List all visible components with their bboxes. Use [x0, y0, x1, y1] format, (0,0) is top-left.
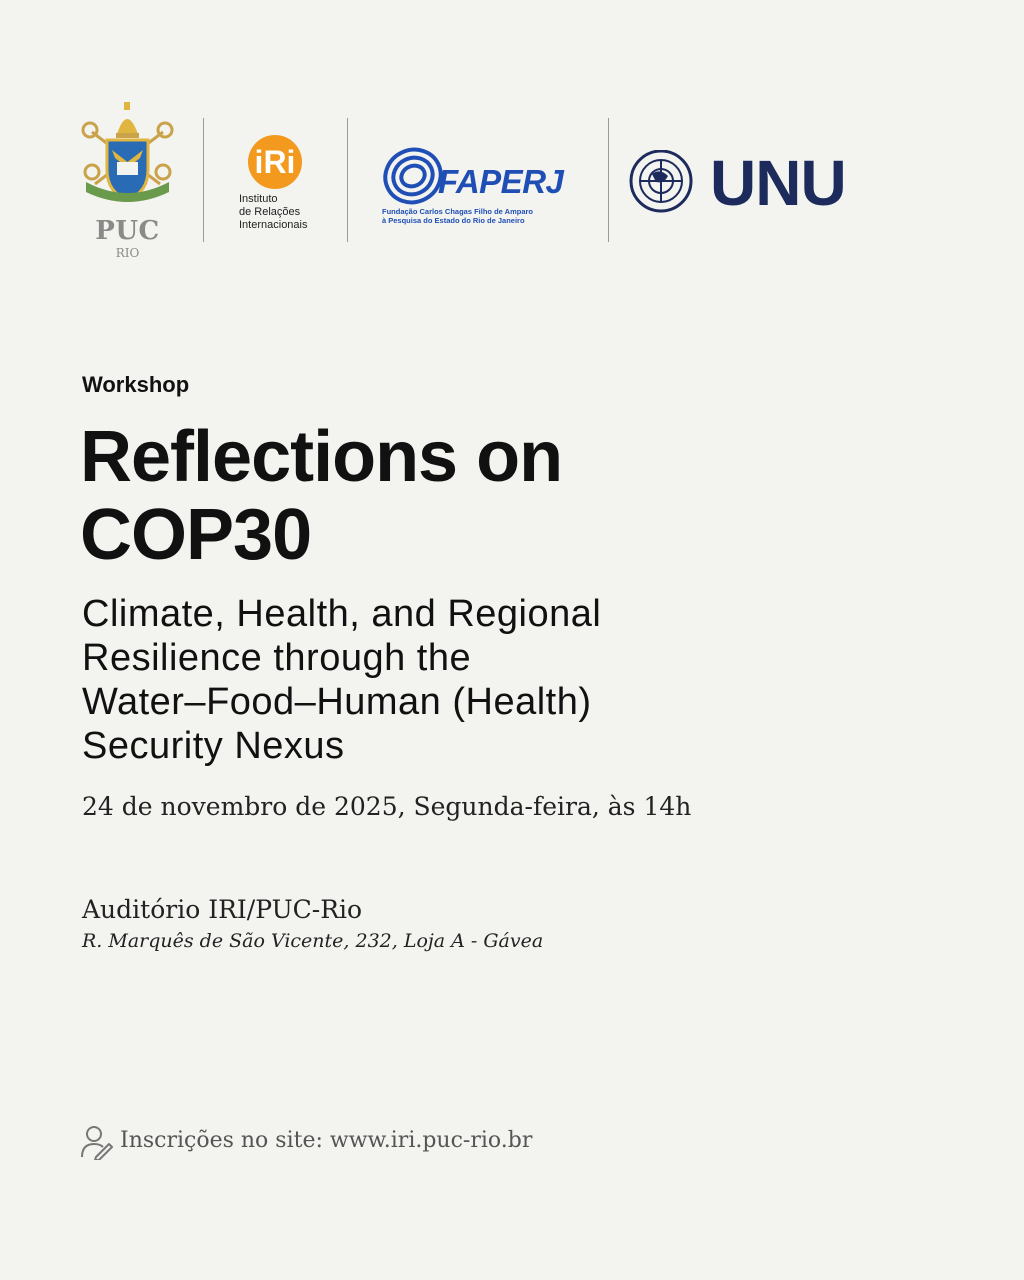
iri-logo-mark: [235, 135, 315, 190]
iri-logo-label: Instituto de Relações Internacionais: [239, 193, 308, 231]
faperj-logo-subtitle: Fundação Carlos Chagas Filho de Amparo à Pesquisa do Estado do Rio de Janeiro: [382, 207, 533, 225]
faperj-swirl-icon: [382, 145, 444, 207]
logo-divider: [203, 118, 204, 242]
event-type: Workshop: [82, 372, 190, 397]
logo-divider: [347, 118, 348, 242]
faperj-logo-name: FAPERJ: [438, 163, 564, 200]
iri-logo-mark-text: iRi: [254, 144, 296, 180]
page-title: Reflections on COP30: [80, 417, 563, 575]
iri-logo: [235, 135, 345, 245]
registration-text: Inscrições no site: www.iri.puc-rio.br: [120, 1128, 533, 1153]
puc-logo-text: PUC: [95, 216, 160, 246]
event-venue: Auditório IRI/PUC-Rio: [82, 895, 363, 924]
un-emblem-icon: [624, 150, 698, 214]
puc-rio-logo: [80, 100, 175, 260]
logo-divider: [608, 118, 609, 242]
unu-logo-text: UNU: [710, 147, 846, 219]
unu-logo: [624, 147, 864, 219]
event-date: 24 de novembro de 2025, Segunda-feira, às 14h: [82, 792, 692, 821]
user-edit-icon: [80, 1124, 114, 1160]
logo-bar: [80, 100, 880, 260]
faperj-logo: [380, 145, 580, 225]
event-address: R. Marquês de São Vicente, 232, Loja A - Gávea: [82, 930, 544, 952]
puc-crest-icon: [80, 100, 175, 212]
puc-logo-subtext: RIO: [115, 246, 140, 260]
page-subtitle: Climate, Health, and Regional Resilience through the Water–Food–Human (Health) Security Nexus: [82, 593, 602, 767]
